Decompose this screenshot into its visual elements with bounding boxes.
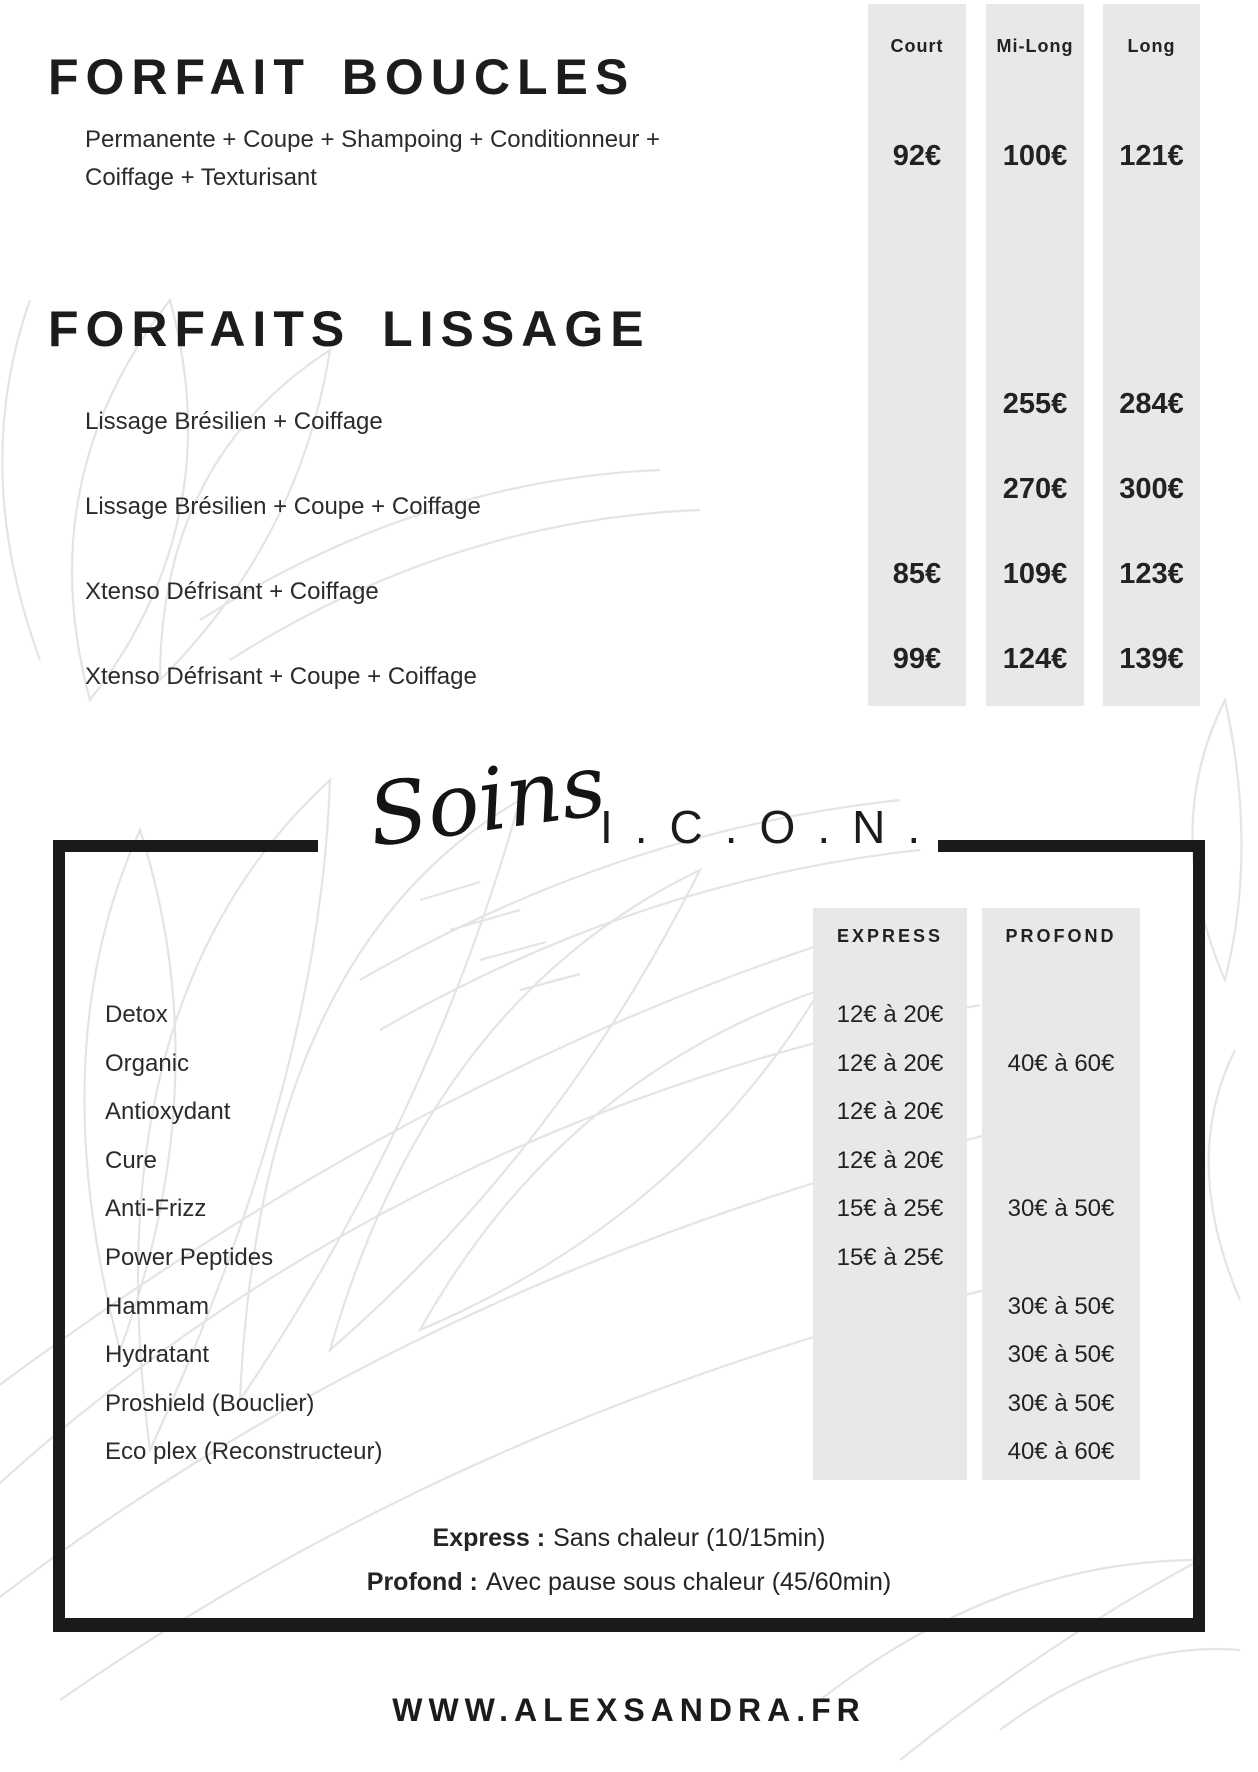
soins-box-border-top-left [53,840,318,852]
soins-box-border-top-right [938,840,1205,852]
lissage-price-long: 139€ [1119,643,1184,675]
lissage-price-mi-long: 255€ [1002,388,1068,420]
column-band-mi-long [986,4,1084,706]
soins-item-label: Hammam [105,1293,210,1320]
lissage-price-mi-long: 109€ [1002,558,1068,590]
soins-box-border-right [1193,840,1205,1632]
soins-item-label: Anti-Frizz [105,1195,207,1222]
legend-profond-term: Profond : [366,1568,478,1596]
soins-title-brand: I.C.O.N. [600,801,943,853]
soins-price-express: 15€ à 25€ [836,1244,944,1271]
soins-item-label: Organic [105,1050,190,1077]
column-band-court [868,4,966,706]
lissage-price-court: 99€ [892,643,942,675]
legend-express-desc: Sans chaleur (10/15min) [553,1524,826,1552]
lissage-price-court: 85€ [892,558,942,590]
soins-price-profond: 40€ à 60€ [1007,1050,1115,1077]
column-band-long [1103,4,1200,706]
legend-express [53,1524,1205,1553]
boucles-price-long: 121€ [1119,140,1184,172]
lissage-item-label: Lissage Brésilien + Coupe + Coiffage [85,493,481,520]
soins-item-label: Hydratant [105,1341,210,1368]
soins-box-border-bottom [53,1618,1205,1632]
soins-price-express: 12€ à 20€ [836,1001,944,1028]
legend-profond-desc: Avec pause sous chaleur (45/60min) [485,1568,892,1596]
lissage-price-long: 284€ [1119,388,1184,420]
soins-price-express: 12€ à 20€ [836,1147,944,1174]
column-header-mi-long: Mi-Long [996,36,1074,56]
soins-item-label: Power Peptides [105,1244,274,1271]
soins-title-script: Soins [362,734,612,868]
legend-express-term: Express : [432,1524,546,1552]
soins-price-profond: 30€ à 50€ [1007,1195,1115,1222]
section-title-forfaits-lissage: FORFAITS LISSAGE [48,301,651,357]
soins-price-express: 12€ à 20€ [836,1098,944,1125]
lissage-item-label: Xtenso Défrisant + Coupe + Coiffage [85,663,477,690]
soins-box-border-left [53,840,65,1632]
lissage-price-long: 300€ [1119,473,1184,505]
soins-price-profond: 30€ à 50€ [1007,1293,1115,1320]
soins-price-profond: 30€ à 50€ [1007,1390,1115,1417]
lissage-price-long: 123€ [1119,558,1184,590]
soins-item-label: Eco plex (Reconstructeur) [105,1438,383,1465]
lissage-price-mi-long: 270€ [1002,473,1068,505]
soins-price-express: 12€ à 20€ [836,1050,944,1077]
lissage-item-label: Lissage Brésilien + Coiffage [85,408,383,435]
boucles-item-line2: Coiffage + Texturisant [85,164,317,191]
soins-price-express: 15€ à 25€ [836,1195,944,1222]
boucles-price-court: 92€ [892,140,942,172]
soins-price-profond: 40€ à 60€ [1007,1438,1115,1465]
section-title-forfait-boucles: FORFAIT BOUCLES [48,49,636,105]
column-header-long: Long [1127,36,1176,56]
soins-band-express [813,908,967,1480]
column-header-court: Court [890,36,944,56]
legend-profond [53,1568,1205,1597]
soins-price-profond: 30€ à 50€ [1007,1341,1115,1368]
lissage-price-mi-long: 124€ [1002,643,1068,675]
soins-item-label: Detox [105,1001,168,1028]
soins-header-profond: PROFOND [1005,926,1117,946]
boucles-price-mi-long: 100€ [1002,140,1068,172]
lissage-item-label: Xtenso Défrisant + Coiffage [85,578,379,605]
soins-item-label: Antioxydant [105,1098,231,1125]
soins-item-label: Cure [105,1147,158,1174]
boucles-item-line1: Permanente + Coupe + Shampoing + Conditionneur + [85,126,661,153]
soins-header-express: EXPRESS [836,926,944,946]
website-url: WWW.ALEXSANDRA.FR [392,1692,866,1728]
soins-item-label: Proshield (Bouclier) [105,1390,315,1417]
